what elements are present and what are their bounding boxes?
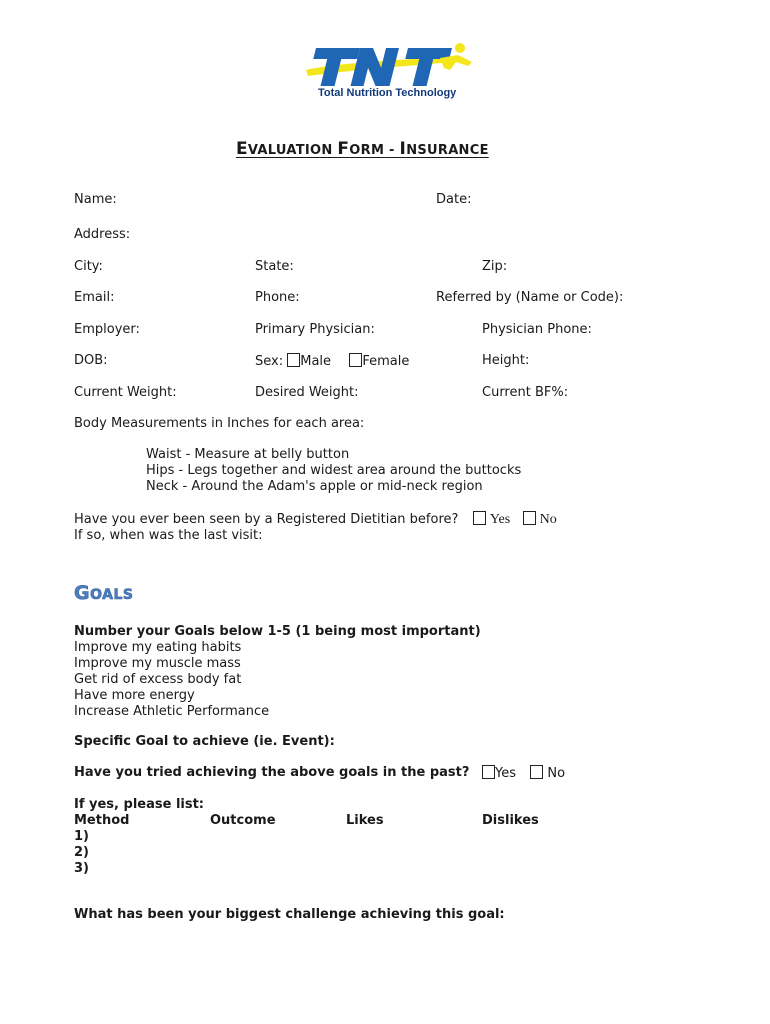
sex-field [255,353,409,369]
physician-phone-label: Physician Phone: [482,322,592,337]
desired-weight-label: Desired Weight: [255,385,359,400]
current-bf-label: Current BF%: [482,385,569,400]
dietitian-yes-checkbox[interactable] [473,511,486,525]
physician-label: Primary Physician: [255,322,375,337]
height-label: Height: [482,353,530,368]
page-title: EVALUATION FORM - INSURANCE [236,139,489,159]
column-outcome: Outcome [210,813,276,828]
goal-item: Get rid of excess body fat [74,672,242,687]
attempt-row-number: 2) [74,845,89,860]
dietitian-no-checkbox[interactable] [523,511,536,525]
employer-label: Employer: [74,322,140,337]
sex-label: Sex: [255,354,284,369]
logo-tagline: Total Nutrition Technology [318,87,457,99]
city-label: City: [74,259,103,274]
zip-label: Zip: [482,259,508,274]
challenge-question: What has been your biggest challenge achieving this goal: [74,907,505,922]
tried-question: Have you tried achieving the above goals in the past? [74,765,470,780]
female-label: Female [362,354,410,369]
dietitian-question [74,511,557,528]
tried-no-checkbox[interactable] [530,765,543,779]
date-label: Date: [436,192,472,207]
dietitian-no-label: No [539,512,557,527]
email-label: Email: [74,290,115,305]
dietitian-question-text: Have you ever been seen by a Registered Dietitian before? [74,512,459,527]
tried-options [482,765,565,781]
tried-yes-label: Yes [495,766,516,781]
measurement-hips: Hips - Legs together and widest area around the buttocks [146,463,522,478]
goal-item: Improve my eating habits [74,640,242,655]
goal-item: Improve my muscle mass [74,656,241,671]
phone-label: Phone: [255,290,300,305]
column-method: Method [74,813,130,828]
measurement-waist: Waist - Measure at belly button [146,447,350,462]
tried-yes-checkbox[interactable] [482,765,495,779]
current-weight-label: Current Weight: [74,385,177,400]
measurement-neck: Neck - Around the Adam's apple or mid-neck region [146,479,483,494]
address-label: Address: [74,227,131,242]
referred-label: Referred by (Name or Code): [436,290,624,305]
goals-instruction: Number your Goals below 1-5 (1 being most important) [74,624,481,639]
goals-list [74,640,269,720]
state-label: State: [255,259,294,274]
tried-no-label: No [547,766,566,781]
column-dislikes: Dislikes [482,813,539,828]
male-checkbox[interactable] [287,353,300,367]
attempt-row-number: 3) [74,861,89,876]
dietitian-followup: If so, when was the last visit: [74,528,263,543]
name-label: Name: [74,192,117,207]
goals-heading: GOALS [74,582,134,604]
dietitian-yes-label: Yes [489,512,511,527]
measurements-list [146,447,521,495]
tnt-logo [300,40,480,104]
female-checkbox[interactable] [349,353,362,367]
male-label: Male [300,354,332,369]
specific-goal-label: Specific Goal to achieve (ie. Event): [74,734,335,749]
dob-label: DOB: [74,353,108,368]
attempts-list [74,829,89,877]
goal-item: Have more energy [74,688,195,703]
measurements-intro: Body Measurements in Inches for each area: [74,416,365,431]
list-prompt: If yes, please list: [74,797,205,812]
attempt-row-number: 1) [74,829,89,844]
column-likes: Likes [346,813,384,828]
goal-item: Increase Athletic Performance [74,704,270,719]
